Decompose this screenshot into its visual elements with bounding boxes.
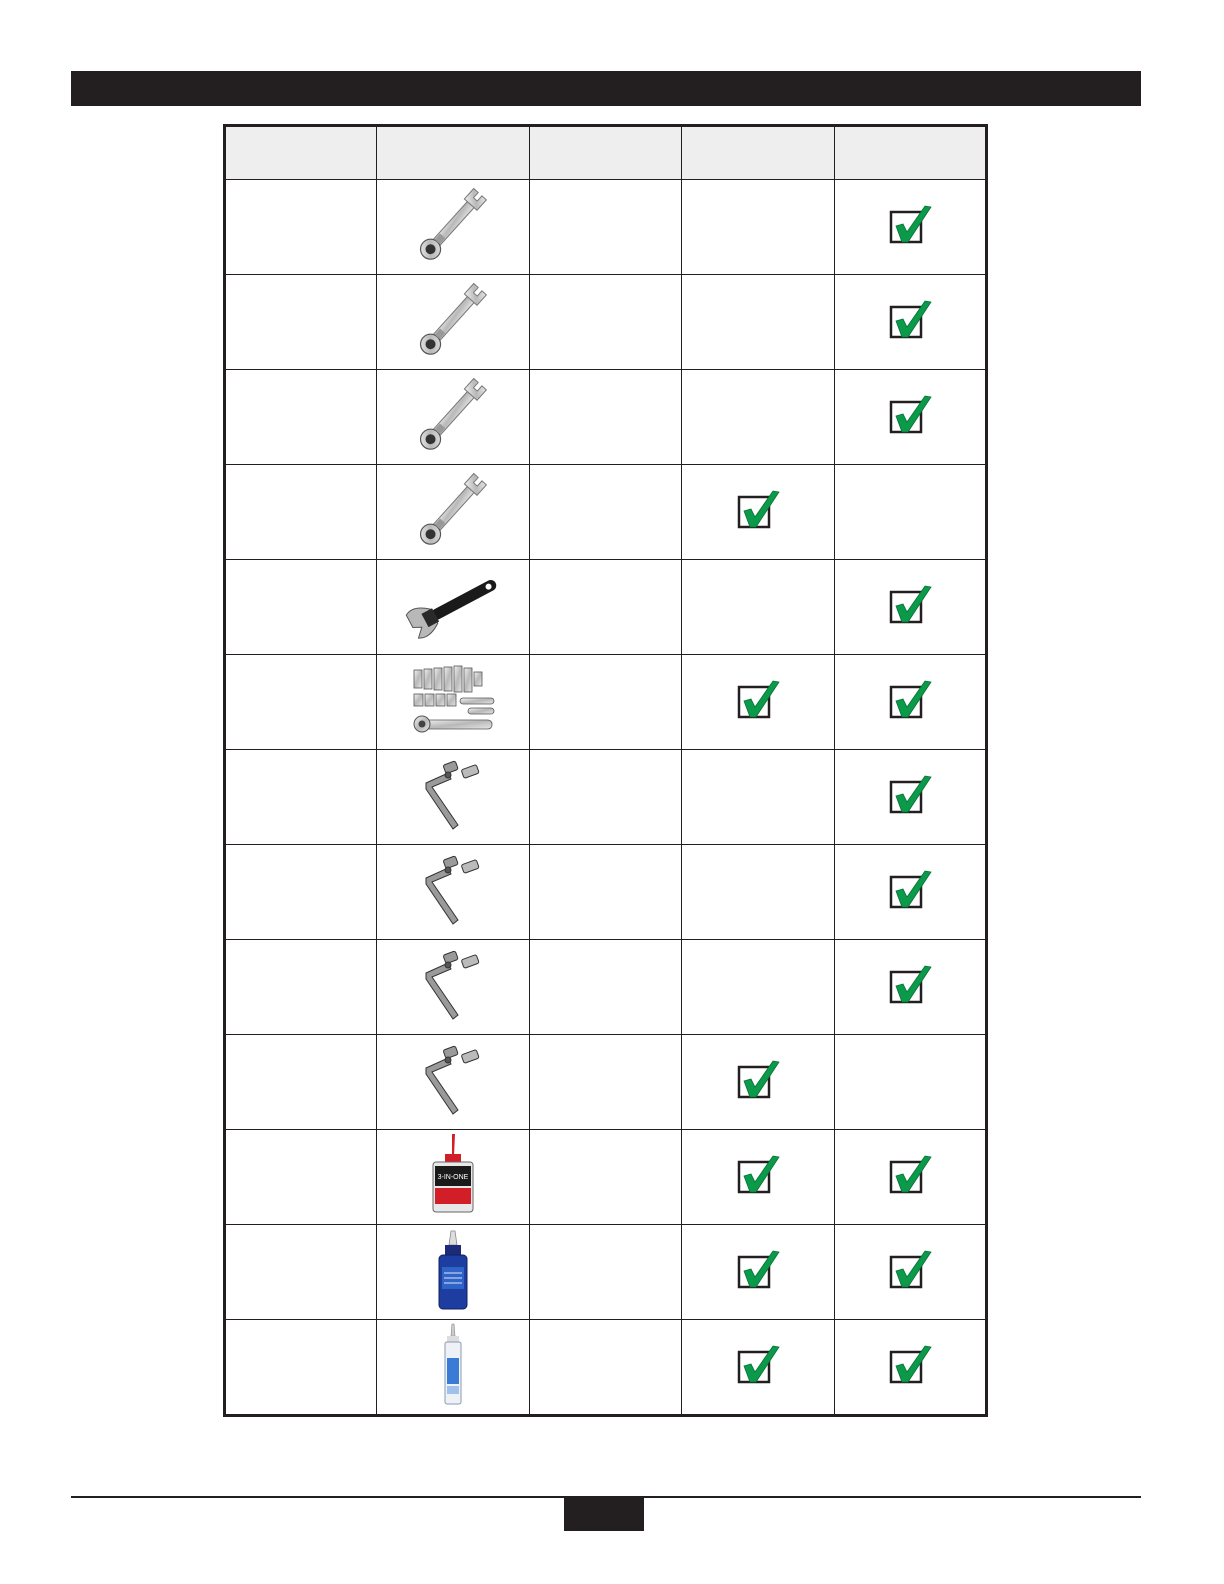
allen-key-icon bbox=[418, 1107, 488, 1124]
cell-check-col4 bbox=[682, 465, 834, 560]
cell-check-col4 bbox=[682, 1320, 834, 1416]
cell-check-col4 bbox=[682, 275, 834, 370]
checkmark-icon bbox=[887, 995, 933, 1012]
table-row bbox=[225, 275, 987, 370]
cell-check-col4 bbox=[682, 370, 834, 465]
table-row bbox=[225, 465, 987, 560]
checkmark-icon bbox=[735, 1090, 781, 1107]
cell-tool-image bbox=[377, 1225, 529, 1320]
cell-check-col4 bbox=[682, 1035, 834, 1130]
checkmark-icon bbox=[735, 1185, 781, 1202]
cell-tool-image bbox=[377, 180, 529, 275]
cell-empty bbox=[529, 1320, 681, 1416]
cell-check-col4 bbox=[682, 180, 834, 275]
section-title-bar bbox=[71, 71, 1141, 106]
cell-check-col5 bbox=[834, 1035, 986, 1130]
cell-check-col5 bbox=[834, 940, 986, 1035]
checkmark-icon bbox=[735, 710, 781, 727]
cell-label bbox=[225, 750, 377, 845]
cell-empty bbox=[529, 1035, 681, 1130]
checkmark-icon bbox=[735, 520, 781, 537]
cell-tool-image bbox=[377, 560, 529, 655]
checkmark-icon bbox=[887, 330, 933, 347]
combination-wrench-icon bbox=[408, 350, 498, 367]
table-row bbox=[225, 1320, 987, 1416]
cell-tool-image bbox=[377, 845, 529, 940]
cell-check-col5 bbox=[834, 655, 986, 750]
cell-label bbox=[225, 370, 377, 465]
cell-check-col4 bbox=[682, 845, 834, 940]
combination-wrench-icon bbox=[408, 540, 498, 557]
cell-check-col4 bbox=[682, 1225, 834, 1320]
cell-empty bbox=[529, 845, 681, 940]
cell-tool-image bbox=[377, 750, 529, 845]
checkmark-icon bbox=[887, 1375, 933, 1392]
cell-tool-image bbox=[377, 1320, 529, 1416]
checkmark-icon bbox=[887, 615, 933, 632]
cell-tool-image bbox=[377, 370, 529, 465]
checkmark-icon bbox=[887, 1185, 933, 1202]
cell-label bbox=[225, 465, 377, 560]
socket-set-icon bbox=[408, 723, 498, 740]
combination-wrench-icon bbox=[408, 255, 498, 272]
cell-check-col5 bbox=[834, 1130, 986, 1225]
cell-check-col5 bbox=[834, 845, 986, 940]
svg-text:3-IN-ONE: 3-IN-ONE bbox=[437, 1173, 469, 1181]
header-cell-1 bbox=[225, 126, 377, 180]
oil-can-icon bbox=[425, 1173, 481, 1222]
cell-label bbox=[225, 1130, 377, 1225]
table-row bbox=[225, 1130, 987, 1225]
cell-label bbox=[225, 940, 377, 1035]
checkmark-icon bbox=[735, 1280, 781, 1297]
checkmark-icon bbox=[887, 900, 933, 917]
cell-check-col4 bbox=[682, 655, 834, 750]
checkmark-icon bbox=[887, 425, 933, 442]
cell-tool-image bbox=[377, 275, 529, 370]
cell-empty bbox=[529, 655, 681, 750]
cell-label bbox=[225, 1035, 377, 1130]
cell-tool-image bbox=[377, 1130, 529, 1225]
header-cell-2 bbox=[377, 126, 529, 180]
sealant-tube-icon bbox=[438, 1395, 468, 1412]
cell-empty bbox=[529, 180, 681, 275]
header-cell-4 bbox=[682, 126, 834, 180]
checkmark-icon bbox=[887, 1280, 933, 1297]
cell-empty bbox=[529, 465, 681, 560]
table-row bbox=[225, 1225, 987, 1320]
cell-check-col5 bbox=[834, 275, 986, 370]
cell-tool-image bbox=[377, 465, 529, 560]
header-cell-5 bbox=[834, 126, 986, 180]
table-header-row bbox=[225, 126, 987, 180]
adjustable-wrench-icon bbox=[403, 627, 503, 644]
checkmark-icon bbox=[887, 805, 933, 822]
allen-key-icon bbox=[418, 1012, 488, 1029]
cell-empty bbox=[529, 560, 681, 655]
page-number-tab bbox=[564, 1497, 644, 1531]
header-cell-3 bbox=[529, 126, 681, 180]
cell-label bbox=[225, 180, 377, 275]
cell-tool-image bbox=[377, 1035, 529, 1130]
checkmark-icon bbox=[887, 710, 933, 727]
cell-empty bbox=[529, 1130, 681, 1225]
cell-label bbox=[225, 275, 377, 370]
cell-tool-image bbox=[377, 655, 529, 750]
allen-key-icon bbox=[418, 917, 488, 934]
cell-empty bbox=[529, 750, 681, 845]
threadlocker-bottle-icon bbox=[433, 1300, 473, 1317]
checkmark-icon bbox=[735, 1375, 781, 1392]
table-row bbox=[225, 1035, 987, 1130]
cell-check-col5 bbox=[834, 465, 986, 560]
cell-check-col5 bbox=[834, 750, 986, 845]
table-row bbox=[225, 655, 987, 750]
cell-label bbox=[225, 845, 377, 940]
cell-check-col4 bbox=[682, 1130, 834, 1225]
cell-check-col5 bbox=[834, 1225, 986, 1320]
table-row bbox=[225, 940, 987, 1035]
table-row bbox=[225, 370, 987, 465]
cell-empty bbox=[529, 940, 681, 1035]
cell-check-col4 bbox=[682, 560, 834, 655]
table-row bbox=[225, 750, 987, 845]
combination-wrench-icon bbox=[408, 445, 498, 462]
cell-empty bbox=[529, 275, 681, 370]
cell-empty bbox=[529, 370, 681, 465]
cell-check-col4 bbox=[682, 940, 834, 1035]
table-row bbox=[225, 560, 987, 655]
allen-key-icon bbox=[418, 822, 488, 839]
cell-tool-image bbox=[377, 940, 529, 1035]
tools-table bbox=[223, 124, 988, 1417]
cell-check-col5 bbox=[834, 1320, 986, 1416]
cell-check-col5 bbox=[834, 370, 986, 465]
cell-label bbox=[225, 560, 377, 655]
cell-check-col4 bbox=[682, 750, 834, 845]
cell-check-col5 bbox=[834, 180, 986, 275]
cell-label bbox=[225, 1320, 377, 1416]
table-row bbox=[225, 845, 987, 940]
table-row bbox=[225, 180, 987, 275]
checkmark-icon bbox=[887, 235, 933, 252]
cell-check-col5 bbox=[834, 560, 986, 655]
cell-label bbox=[225, 1225, 377, 1320]
cell-empty bbox=[529, 1225, 681, 1320]
cell-label bbox=[225, 655, 377, 750]
